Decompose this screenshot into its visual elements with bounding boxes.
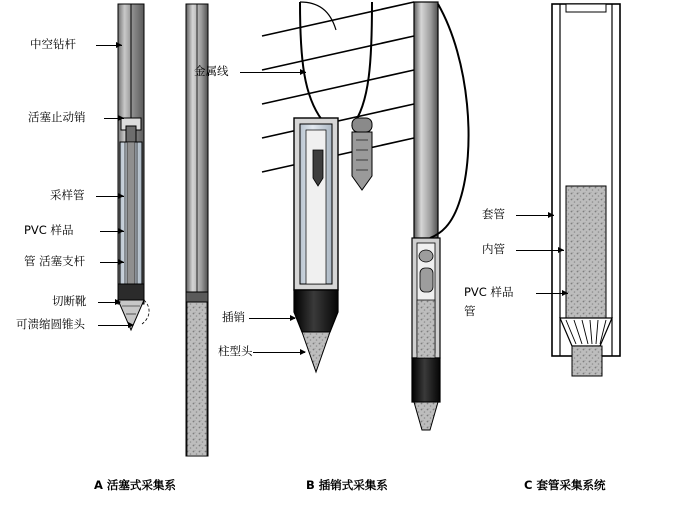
label-sampling-tube: 采样管 [50,188,85,202]
leader-wireline [240,72,306,73]
leader-wireline-arrow [300,69,306,75]
label-hollow-stem: 中空钻杆 [30,37,76,51]
leader-cutting-shoe-arrow [115,299,121,305]
leader-piston-rod-arrow [118,259,124,265]
label-inner-tube: 内管 [482,242,505,256]
leader-collapsible-cone-arrow [128,322,134,328]
caption-panel-b: B 插销式采集系 [306,478,388,492]
caption-panel-a: A 活塞式采集系 [94,478,176,492]
leader-hollow-stem-arrow [116,42,122,48]
label-wireline: 金属线 [194,64,229,78]
leader-pvc-sample-c-arrow [562,290,568,296]
label-latch-pin: 插销 [222,310,245,324]
leader-column-head-arrow [300,349,306,355]
label-tube-c: 管 [464,304,476,318]
leader-collapsible-cone [98,325,132,326]
label-cutting-shoe: 切断靴 [52,294,87,308]
leader-latch-pin [249,318,295,319]
leader-inner-tube-arrow [558,247,564,253]
leader-pvc-sample-arrow [118,228,124,234]
label-tube-piston-rod: 管 活塞支杆 [24,254,86,268]
leader-piston-stop-pin-arrow [118,115,124,121]
label-column-head: 柱型头 [218,344,253,358]
leader-latch-pin-arrow [290,315,296,321]
label-piston-stop-pin: 活塞止动销 [28,110,86,124]
leader-inner-tube [516,250,564,251]
leader-column-head [253,352,305,353]
leader-casing-arrow [548,212,554,218]
label-pvc-sample-c: PVC 样品 [464,285,514,299]
leader-sampling-tube-arrow [118,193,124,199]
caption-panel-c: C 套管采集系统 [524,478,606,492]
label-collapsible-cone: 可溃缩圆锥头 [16,317,85,331]
label-pvc-sample: PVC 样品 [24,223,74,237]
label-casing: 套管 [482,207,505,221]
